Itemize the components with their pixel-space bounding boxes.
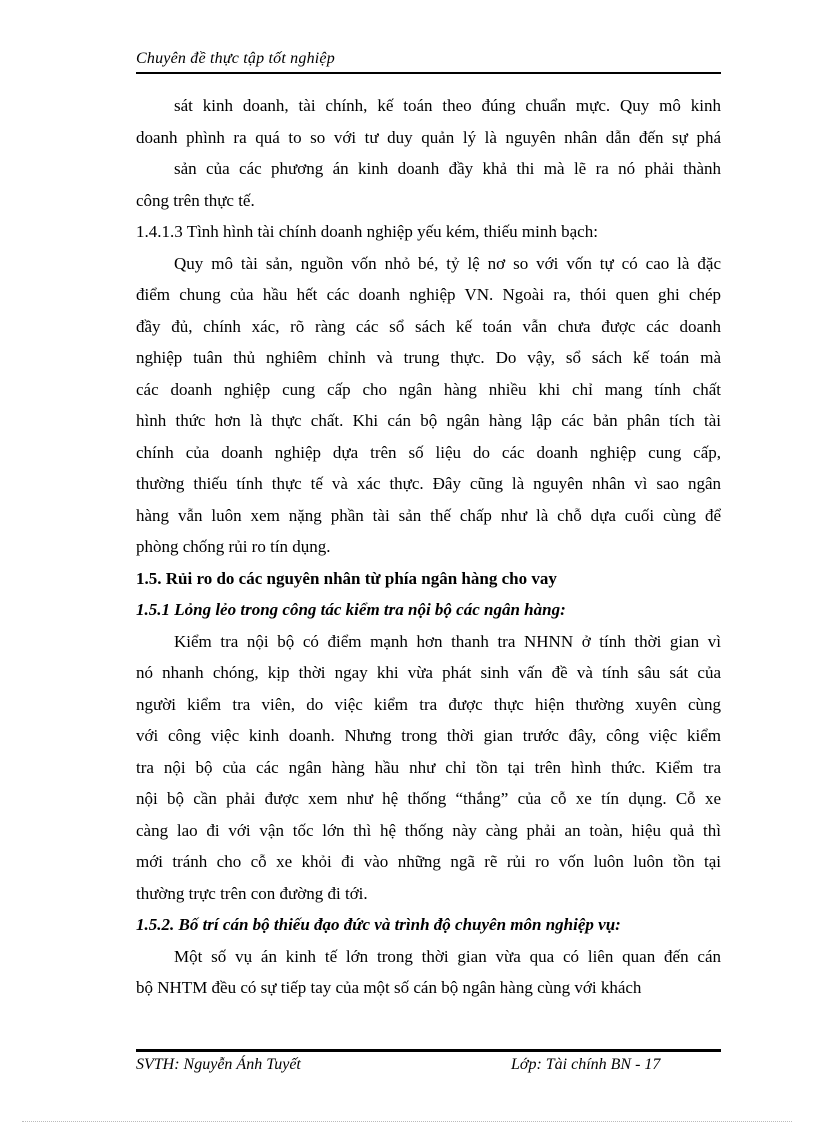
text-line: sản của các phương án kinh doanh đầy khả thi mà lẽ ra nó phải thành [174, 159, 721, 178]
text-line: Một số vụ án kinh tế lớn trong thời gian vừa qua có liên quan đến cán [174, 946, 721, 966]
text-line: thường trực trên con đường đi tới. [136, 883, 368, 903]
header-title: Chuyên đề thực tập tốt nghiệp [136, 50, 335, 67]
text-line: hình thức hơn là thực chất. Khi cán bộ ngân hàng lập các bản phân tích tài [136, 411, 721, 430]
text-line: sát kinh doanh, tài chính, kế toán theo đúng chuẩn mực. Quy mô kinh [174, 96, 721, 115]
footer-rule [136, 1049, 721, 1052]
text-line: Kiểm tra nội bộ có điểm mạnh hơn thanh tra NHNN ở tính thời gian vì [174, 631, 721, 651]
body-text [136, 90, 721, 1004]
text-line: hàng vẫn luôn xem nặng phần tài sản thế chấp như là chỗ dựa cuối cùng để [136, 505, 721, 525]
text-line: Quy mô tài sản, nguồn vốn nhỏ bé, tỷ lệ nơ so với vốn tự có cao là đặc [174, 253, 721, 273]
text-line: phòng chống rủi ro tín dụng. [136, 537, 331, 556]
page-header [136, 50, 721, 68]
text-line: các doanh nghiệp cung cấp cho ngân hàng nhiều khi chỉ mang tính chất [136, 379, 721, 399]
text-line: nội bộ cần phải được xem như hệ thống “thắng” của cỗ xe tín dụng. Cỗ xe [136, 789, 721, 808]
section-heading-1-5: 1.5. Rủi ro do các nguyên nhân từ phía ngân hàng cho vay [136, 568, 557, 588]
section-heading-1-5-2: 1.5.2. Bố trí cán bộ thiếu đạo đức và trình độ chuyên môn nghiệp vụ: [136, 915, 621, 934]
text-line: người kiểm tra viên, do việc kiểm tra được thực hiện thường xuyên cùng [136, 694, 721, 714]
section-heading-1-4-1-3: 1.4.1.3 Tình hình tài chính doanh nghiệp yếu kém, thiếu minh bạch: [136, 222, 598, 241]
header-rule [136, 72, 721, 74]
footer-class-name: Lớp: Tài chính BN - 17 [511, 1056, 661, 1073]
text-line: nó nhanh chóng, kịp thời ngay khi vừa phát sinh vấn đề và tính sâu sát của [136, 663, 721, 682]
text-line: điểm chung của hầu hết các doanh nghiệp VN. Ngoài ra, thói quen ghi chép [136, 285, 721, 304]
text-line: đầy đủ, chính xác, rõ ràng các sổ sách kế toán vẫn chưa được các doanh [136, 316, 721, 336]
page-bottom-dotted-rule [22, 1121, 792, 1122]
text-line: chính của doanh nghiệp dựa trên số liệu do các doanh nghiệp cung cấp, [136, 442, 721, 462]
text-line: nghiệp tuân thủ nghiêm chỉnh và trung thực. Do vậy, sổ sách kế toán mà [136, 348, 721, 367]
text-line: tra nội bộ của các ngân hàng hầu như chỉ tồn tại trên hình thức. Kiểm tra [136, 757, 721, 777]
text-line: với công việc kinh doanh. Nhưng trong thời gian trước đây, công việc kiểm [136, 726, 721, 745]
text-line: bộ NHTM đều có sự tiếp tay của một số cán bộ ngân hàng cùng với khách [136, 978, 642, 997]
text-line: doanh phình ra quá to so với tư duy quản lý là nguyên nhân dẫn đến sự phá [136, 127, 721, 147]
text-line: mới tránh cho cỗ xe khỏi đi vào những ngã rẽ rủi ro vốn luôn luôn tồn tại [136, 852, 721, 871]
text-line: thường thiếu tính thực tế và xác thực. Đây cũng là nguyên nhân vì sao ngân [136, 474, 721, 493]
text-line: càng lao đi với vận tốc lớn thì hệ thống này càng phải an toàn, hiệu quả thì [136, 820, 721, 840]
footer-student-name: SVTH: Nguyễn Ánh Tuyết [136, 1056, 301, 1073]
section-heading-1-5-1: 1.5.1 Lỏng lẻo trong công tác kiểm tra nội bộ các ngân hàng: [136, 600, 566, 619]
text-line: công trên thực tế. [136, 190, 255, 210]
